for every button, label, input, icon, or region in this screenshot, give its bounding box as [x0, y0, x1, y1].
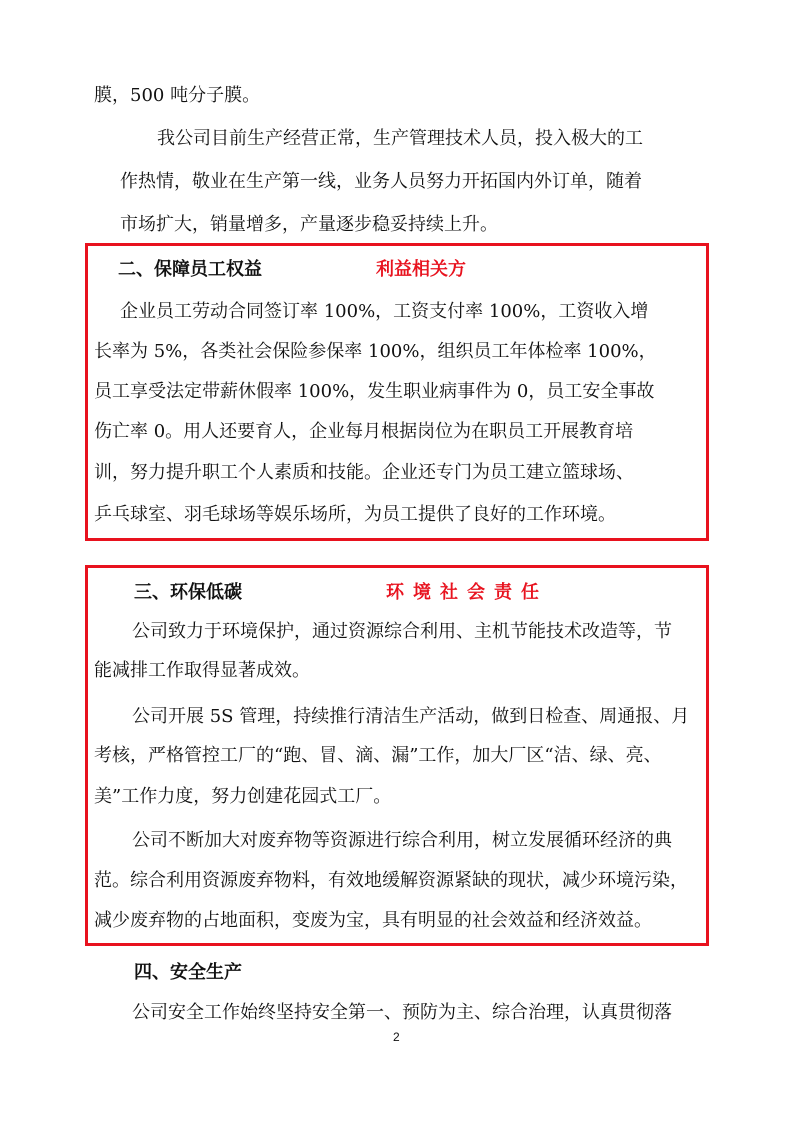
section-2-tag: 利益相关方: [376, 259, 466, 280]
section-4-line: 公司安全工作始终坚持安全第一、预防为主、综合治理，认真贯彻落: [132, 1002, 672, 1023]
section-2-line: 伤亡率 0。用人还要育人，企业每月根据岗位为在职员工开展教育培: [94, 421, 634, 442]
page-number: 2: [393, 1030, 400, 1044]
intro-line: 膜，500 吨分子膜。: [94, 85, 261, 106]
section-2-heading: 二、保障员工权益: [118, 259, 262, 280]
section-4-heading: 四、安全生产: [134, 962, 242, 983]
paragraph-line: 市场扩大，销量增多，产量逐步稳妥持续上升。: [120, 214, 498, 235]
section-3-line: 能减排工作取得显著成效。: [94, 660, 310, 681]
section-2-line: 员工享受法定带薪休假率 100%，发生职业病事件为 0，员工安全事故: [94, 381, 655, 402]
section-3-line: 美”工作力度，努力创建花园式工厂。: [94, 786, 392, 807]
paragraph-line: 我公司目前生产经营正常，生产管理技术人员，投入极大的工: [157, 128, 643, 149]
section-3-line: 公司开展 5S 管理，持续推行清洁生产活动，做到日检查、周通报、月: [132, 706, 690, 727]
section-3-line: 考核，严格管控工厂的“跑、冒、滴、漏”工作，加大厂区“洁、绿、亮、: [94, 745, 662, 766]
section-2-line: 长率为 5%，各类社会保险参保率 100%，组织员工年体检率 100%，: [94, 341, 657, 362]
section-3-tag: 环境社会责任: [386, 582, 548, 603]
section-3-line: 减少废弃物的占地面积，变废为宝，具有明显的社会效益和经济效益。: [94, 910, 652, 931]
paragraph-line: 作热情，敬业在生产第一线，业务人员努力开拓国内外订单，随着: [120, 171, 642, 192]
section-3-heading: 三、环保低碳: [134, 582, 242, 603]
section-2-line: 训，努力提升职工个人素质和技能。企业还专门为员工建立篮球场、: [94, 462, 634, 483]
section-2-line: 乒乓球室、羽毛球场等娱乐场所，为员工提供了良好的工作环境。: [94, 504, 616, 525]
section-3-line: 公司致力于环境保护，通过资源综合利用、主机节能技术改造等，节: [132, 621, 672, 642]
section-2-line: 企业员工劳动合同签订率 100%，工资支付率 100%，工资收入增: [120, 301, 649, 322]
section-3-line: 公司不断加大对废弃物等资源进行综合利用，树立发展循环经济的典: [132, 830, 672, 851]
section-3-line: 范。综合利用资源废弃物料，有效地缓解资源紧缺的现状，减少环境污染，: [94, 870, 688, 891]
